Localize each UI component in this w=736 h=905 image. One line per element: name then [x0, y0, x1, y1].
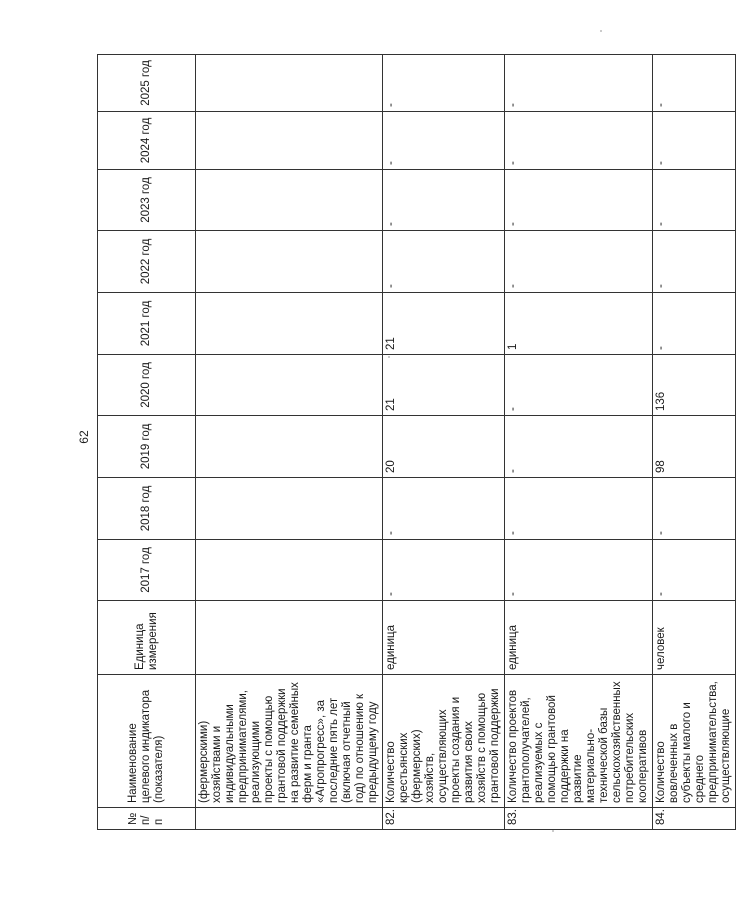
table-row: [653, 55, 736, 830]
value-cell: -: [653, 293, 736, 355]
page-number: 62: [77, 430, 91, 444]
value-cell: -: [383, 112, 505, 170]
header-indicator: Наименование целевого индикатора (показателя): [98, 675, 196, 808]
table-header-row: [98, 55, 196, 830]
value-cell: -: [505, 416, 653, 478]
value-cell: [196, 231, 383, 293]
value-cell: -: [383, 478, 505, 540]
value-cell: 21: [383, 293, 505, 355]
value-cell: [196, 355, 383, 416]
indicator-name: (фермерскими) хозяйствами и индивидуальными предпринимателями, реализующими проекты с помощью грантовой поддержки на развитие семейных ферм и гранта «Агропрогресс», за последние пять лет (включая отчетный год) по отношению к предыдущему году: [196, 675, 383, 808]
table-row: [505, 55, 653, 830]
indicator-name: Количество вовлеченных в субъекты малого и среднего предпринимательства, осуществляющие: [653, 675, 736, 808]
header-year: 2024 год: [98, 112, 196, 170]
unit-cell: [196, 601, 383, 675]
value-cell: -: [505, 112, 653, 170]
value-cell: 20: [383, 416, 505, 478]
header-year: 2018 год: [98, 478, 196, 540]
value-cell: -: [383, 231, 505, 293]
value-cell: [196, 416, 383, 478]
value-cell: 136: [653, 355, 736, 416]
scan-speck: [388, 356, 390, 358]
row-number: 82.: [383, 808, 505, 830]
value-cell: [196, 478, 383, 540]
header-year: 2022 год: [98, 231, 196, 293]
value-cell: -: [505, 231, 653, 293]
value-cell: [196, 540, 383, 601]
value-cell: -: [505, 540, 653, 601]
value-cell: -: [383, 540, 505, 601]
header-year: 2023 год: [98, 170, 196, 231]
table-row: [196, 55, 383, 830]
value-cell: 21: [383, 355, 505, 416]
scan-speck: [552, 830, 554, 832]
value-cell: [196, 55, 383, 112]
header-unit: Единица измерения: [98, 601, 196, 675]
value-cell: -: [653, 478, 736, 540]
unit-cell: человек: [653, 601, 736, 675]
value-cell: -: [505, 170, 653, 231]
value-cell: [196, 293, 383, 355]
unit-cell: единица: [505, 601, 653, 675]
rotated-page-content: [97, 55, 732, 830]
value-cell: -: [383, 170, 505, 231]
value-cell: [196, 112, 383, 170]
indicator-name: Количество крестьянских (фермерских) хозяйств, осуществляющих проекты создания и развития своих хозяйств с помощью грантовой поддержки: [383, 675, 505, 808]
value-cell: -: [505, 55, 653, 112]
value-cell: -: [505, 478, 653, 540]
value-cell: -: [653, 55, 736, 112]
unit-cell: единица: [383, 601, 505, 675]
value-cell: -: [653, 170, 736, 231]
header-num: № п/п: [98, 808, 196, 830]
header-year: 2025 год: [98, 55, 196, 112]
indicator-table: [97, 54, 736, 830]
value-cell: -: [653, 231, 736, 293]
header-year: 2017 год: [98, 540, 196, 601]
indicator-name: Количество проектов грантополучателей, реализуемых с помощью грантовой поддержки на развитие материально-технической базы сельскохозяйственных потребительских кооперативов: [505, 675, 653, 808]
value-cell: [196, 170, 383, 231]
value-cell: -: [653, 112, 736, 170]
value-cell: 98: [653, 416, 736, 478]
header-year: 2021 год: [98, 293, 196, 355]
row-number: [196, 808, 383, 830]
row-number: 83.: [505, 808, 653, 830]
value-cell: -: [653, 540, 736, 601]
value-cell: 1: [505, 293, 653, 355]
row-number: 84.: [653, 808, 736, 830]
value-cell: -: [383, 55, 505, 112]
header-year: 2020 год: [98, 355, 196, 416]
value-cell: -: [505, 355, 653, 416]
scan-speck: [600, 30, 602, 32]
header-year: 2019 год: [98, 416, 196, 478]
table-row: [383, 55, 505, 830]
